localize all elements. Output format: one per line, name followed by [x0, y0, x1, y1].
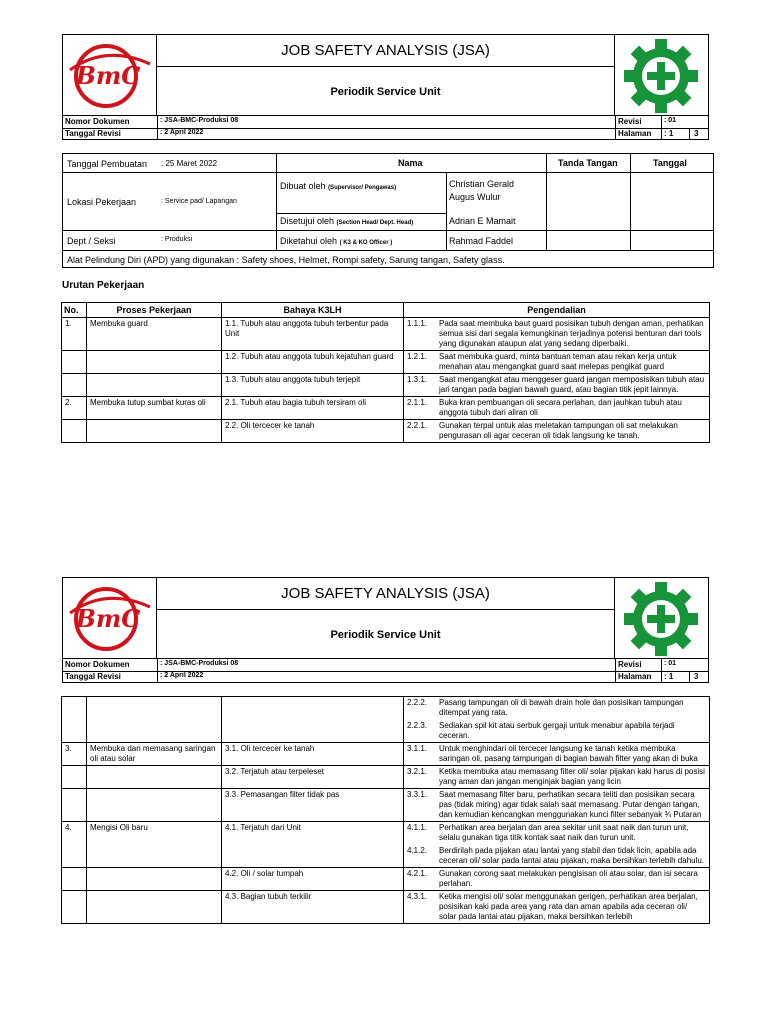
tanggal-pembuatan-label: Tanggal Pembuatan [67, 159, 148, 169]
control-text: Untuk menghindari oli tercecer langsung ke tanah ketika membuka saringan oli, pasang tampungan di bagian bawah filter yang akan di buka [439, 744, 698, 763]
row-bahaya: 3.3. Pemasangan filter tidak pas [222, 789, 404, 822]
control-item [407, 744, 706, 764]
control-number: 1.3.1. [407, 375, 428, 384]
revision-date-label: Tanggal Revisi [65, 129, 121, 138]
dibuat-role: (Supervisor/ Pengawas) [328, 185, 397, 191]
control-text: Perhatikan area berjalan dan area sekitar unit saat naik dan turun unit, selalu gunakan tiga titik kontak saat naik dan turun unit. [439, 823, 689, 842]
row-pengendalian [404, 374, 710, 397]
row-number [62, 420, 87, 443]
tanggal-header: Tanggal [653, 158, 687, 168]
halaman-total: 3 [694, 672, 699, 681]
control-text: Ketika membuka atau memasang filter oli/ solar pijakan kaki harus di posisi yang aman dan jangan menginjak bagian yang licin [439, 767, 705, 786]
row-number [62, 868, 87, 891]
row-number: 1. [62, 318, 87, 351]
lokasi-label: Lokasi Pekerjaan [67, 197, 137, 207]
row-bahaya: 2.2. Oli tercecer ke tanah [222, 420, 404, 443]
tanda-tangan-header: Tanda Tangan [558, 158, 618, 168]
document-title: JOB SAFETY ANALYSIS (JSA) [157, 577, 614, 610]
apd-text: Alat Pelindung Diri (APD) yang digunakan : Safety shoes, Helmet, Rompi safety, Sarung tangan, Safety glass. [67, 255, 505, 265]
control-number: 2.2.2. [407, 698, 428, 707]
disetujui-label: Disetujui oleh [280, 216, 335, 226]
row-bahaya [222, 697, 404, 743]
row-pengendalian [404, 420, 710, 443]
row-pengendalian [404, 318, 710, 351]
control-number: 4.1.1. [407, 823, 428, 832]
row-pengendalian [404, 891, 710, 924]
revisi-value: : 01 [664, 660, 677, 667]
bmc-logo [62, 34, 157, 116]
table-row [62, 766, 710, 789]
row-proses: Membuka dan memasang saringan oli atau solar [87, 743, 222, 766]
doc-number-label: Nomor Dokumen [65, 660, 130, 669]
row-pengendalian [404, 743, 710, 766]
control-item [407, 823, 706, 843]
control-text: Saat mengangkat atau menggeser guard jangan memposisikan tubuh atau jari tangan pada bagian bawah guard, atau bagian titik jepit lainnya. [439, 375, 705, 394]
row-number: 2. [62, 397, 87, 420]
row-bahaya: 1.2. Tubuh atau anggota tubuh kejatuhan guard [222, 351, 404, 374]
nama-header: Nama [398, 158, 423, 168]
control-item [407, 375, 706, 395]
control-text: Gunakan terpal untuk alas meletakan tampungan oli sat melakukan pengurasan oli agar ceceran oli tidak langsung ke tanah. [439, 421, 678, 440]
dibuat-name-1: Christian Gerald [449, 179, 515, 189]
col-proses: Proses Pekerjaan [87, 303, 222, 318]
row-bahaya: 1.1. Tubuh atau anggota tubuh terbentur pada Unit [222, 318, 404, 351]
table-row [62, 351, 710, 374]
dept-label: Dept / Seksi [67, 236, 116, 246]
doc-number-value: : JSA-BMC-Produksi 08 [160, 660, 239, 667]
control-text: Gunakan corong saat melakukan pengisisan oli atau solar, dan isi secara perlahan. [439, 869, 698, 888]
control-text: Berdirilah pada pijakan atau lantai yang stabil dan tidak licin, apabila ada ceceran oli/ solar pada lantai atau pijakan, maka bersihkan terlebih dahulu. [439, 846, 705, 865]
table-row [62, 743, 710, 766]
revisi-label: Revisi [618, 660, 642, 669]
row-pengendalian [404, 351, 710, 374]
row-number [62, 697, 87, 743]
row-proses [87, 868, 222, 891]
row-bahaya: 4.1. Terjatuh dari Unit [222, 822, 404, 868]
control-number: 1.2.1. [407, 352, 428, 361]
table-row [62, 420, 710, 443]
row-pengendalian [404, 868, 710, 891]
row-number: 3. [62, 743, 87, 766]
row-proses [87, 697, 222, 743]
revisi-value: : 01 [664, 117, 677, 124]
table-row [62, 374, 710, 397]
diketahui-name: Rahmad Faddel [449, 236, 514, 246]
col-bahaya: Bahaya K3LH [222, 303, 404, 318]
disetujui-name: Adrian E Mamait [449, 216, 516, 226]
halaman-label: Halaman [618, 672, 652, 681]
halaman-value: : 1 [664, 129, 674, 138]
row-bahaya: 4.3. Bagian tubuh terkilir [222, 891, 404, 924]
control-text: Saat membuka guard, minta bantuan teman atau rekan kerja untuk menahan atau mengangkat guard saat melepas pengikat guard [439, 352, 677, 371]
control-number: 2.1.1. [407, 398, 428, 407]
safety-gear-icon [615, 34, 709, 116]
row-bahaya: 3.1. Oli tercecer ke tanah [222, 743, 404, 766]
table-row [62, 891, 710, 924]
table-row [62, 789, 710, 822]
revisi-label: Revisi [618, 117, 642, 126]
control-item [407, 767, 706, 787]
control-number: 2.2.1. [407, 421, 428, 430]
document-subtitle: Periodik Service Unit [330, 85, 441, 98]
control-item [407, 846, 706, 866]
document-subtitle: Periodik Service Unit [330, 628, 441, 641]
row-pengendalian [404, 697, 710, 743]
control-item [407, 869, 706, 889]
disetujui-role: (Section Head/ Dept. Head) [336, 220, 414, 226]
table-row [62, 697, 710, 743]
col-no: No. [62, 303, 87, 318]
halaman-label: Halaman [618, 129, 652, 138]
control-text: Saat memasang filter baru, perhatikan secara teliti dan posisikan secara pas (tidak miring) agar tidak salah saat memasang. Putar dengan tangan, dan kemudian kencangkan menggunakan kunci filter sebanyak ¾ Putaran [439, 790, 702, 819]
control-item [407, 352, 706, 372]
document-title: JOB SAFETY ANALYSIS (JSA) [157, 34, 614, 67]
control-item [407, 698, 706, 718]
halaman-value: : 1 [664, 672, 674, 681]
page1-header [62, 34, 709, 140]
halaman-total: 3 [694, 129, 699, 138]
control-item [407, 721, 706, 741]
row-proses [87, 420, 222, 443]
doc-number-value: : JSA-BMC-Produksi 08 [160, 117, 239, 124]
doc-number-label: Nomor Dokumen [65, 117, 130, 126]
revision-date-label: Tanggal Revisi [65, 672, 121, 681]
control-text: Pasang tampungan oli di bawah drain hole dan posisikan tampungan ditempat yang rata. [439, 698, 684, 717]
control-number: 3.2.1. [407, 767, 428, 776]
control-number: 4.3.1. [407, 892, 428, 901]
page2-header [62, 577, 709, 683]
row-number [62, 766, 87, 789]
control-number: 4.1.2. [407, 846, 428, 855]
control-number: 4.2.1. [407, 869, 428, 878]
control-text: Buka kran pembuangan oli secara perlahan, dan jauhkan tubuh atau anggota tubuh dari aliran oli [439, 398, 682, 417]
section-title: Urutan Pekerjaan [62, 280, 145, 291]
row-pengendalian [404, 766, 710, 789]
control-item [407, 892, 706, 922]
row-pengendalian [404, 789, 710, 822]
diketahui-label: Diketahui oleh [280, 236, 338, 246]
control-text: Pada saat membuka baut guard posisikan tubuh dengan aman, perhatikan semua sisi dari segala kemungkinan terjadinya potensi benturan dari tools yang digunakan ataupun alat yang sedang diperbaiki. [439, 319, 704, 348]
dibuat-name-2: Augus Wulur [449, 192, 501, 202]
row-bahaya: 3.2. Terjatuh atau terpeleset [222, 766, 404, 789]
row-proses [87, 891, 222, 924]
row-number: 4. [62, 822, 87, 868]
revision-date-value: : 2 April 2022 [160, 129, 204, 136]
row-proses [87, 789, 222, 822]
control-number: 1.1.1. [407, 319, 428, 328]
row-proses [87, 374, 222, 397]
table-row [62, 868, 710, 891]
control-item [407, 398, 706, 418]
control-number: 3.1.1. [407, 744, 428, 753]
row-proses: Mengisi Oli baru [87, 822, 222, 868]
logo-text: BmC [75, 604, 141, 633]
row-proses: Membuka tutup sumbat kuras oli [87, 397, 222, 420]
control-item [407, 319, 706, 349]
row-bahaya: 1.3. Tubuh atau anggota tubuh terjepit [222, 374, 404, 397]
col-pengendalian: Pengendalian [404, 303, 710, 318]
row-number [62, 891, 87, 924]
row-number [62, 351, 87, 374]
row-pengendalian [404, 397, 710, 420]
table-row [62, 397, 710, 420]
control-text: Sediakan spil kit atau serbuk gergaji untuk menabur apabila terjadi ceceran. [439, 721, 675, 740]
row-proses [87, 766, 222, 789]
control-item [407, 790, 706, 820]
info-table [62, 153, 714, 268]
page1-task-table [61, 302, 710, 443]
tanggal-pembuatan-value: : 25 Maret 2022 [161, 159, 218, 168]
page2-task-table [61, 696, 710, 924]
row-proses [87, 351, 222, 374]
lokasi-value: : Service pad/ Lapangan [161, 198, 237, 205]
safety-gear-icon [615, 577, 709, 659]
table-row [62, 822, 710, 868]
bmc-logo [62, 577, 157, 659]
control-number: 3.3.1. [407, 790, 428, 799]
row-bahaya: 2.1. Tubuh atau bagia tubuh tersiram oli [222, 397, 404, 420]
row-bahaya: 4.2. Oli / solar tumpah [222, 868, 404, 891]
control-number: 2.2.3. [407, 721, 428, 730]
control-item [407, 421, 706, 441]
revision-date-value: : 2 April 2022 [160, 672, 204, 679]
control-text: Ketika mengisi oli/ solar menggunakan gerigen, perhatikan area berjalan, posisikan kaki pada area yang rata dan aman apabila ada ceceran oli/ solar pada lantai atau pijakan, maka bersihkan terlebih [439, 892, 698, 921]
row-number [62, 789, 87, 822]
row-pengendalian [404, 822, 710, 868]
diketahui-role: ( K3 & KO Officer ) [339, 240, 393, 246]
dibuat-label: Dibuat oleh [280, 181, 326, 191]
logo-text: BmC [75, 61, 141, 90]
row-proses: Membuka guard [87, 318, 222, 351]
row-number [62, 374, 87, 397]
table-row [62, 318, 710, 351]
dept-value: : Produksi [161, 236, 193, 243]
